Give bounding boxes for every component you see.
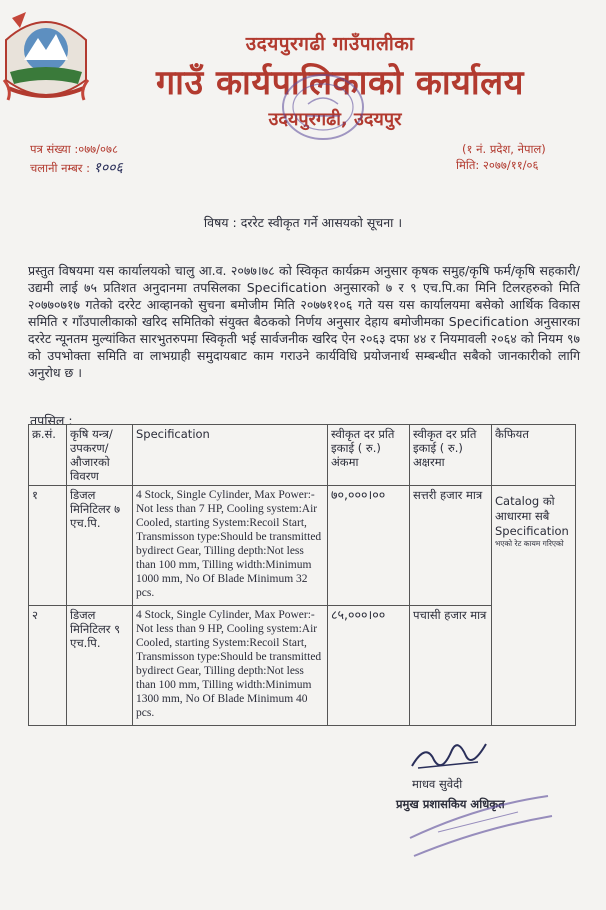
header-sn: क्र.सं. bbox=[29, 425, 67, 486]
remark-text: Catalog को आधारमा सबै Specification bbox=[495, 494, 569, 538]
letter-date-value: २०७७/११/०६ bbox=[482, 158, 539, 172]
signatory-title: प्रमुख प्रशासकिय अधिकृत bbox=[396, 797, 505, 811]
letter-date-label: मिति: bbox=[456, 158, 480, 172]
cell-spec: 4 Stock, Single Cylinder, Max Power:-Not less than 9 HP, Cooling system:Air Cooled, starting System:Recoil Start, Transmisson type:Should be transmitted bydirect Gear, Tilling depth:Not less than 100 mm, Tilling width:Minimum 1300 mm, No Of Blade Minimum 40 pcs. bbox=[133, 606, 328, 726]
cell-rate-words: पचासी हजार मात्र bbox=[410, 606, 492, 726]
header-remarks: कैफियत bbox=[492, 425, 576, 486]
signatory-name: माधव सुवेदी bbox=[412, 777, 463, 791]
table-header-row bbox=[29, 425, 576, 486]
office-seal-icon bbox=[278, 70, 368, 144]
letter-number-value: ०७७/०७८ bbox=[78, 142, 118, 156]
province-label: (१ नं. प्रदेश, नेपाल) bbox=[462, 142, 546, 156]
cell-sn: १ bbox=[29, 486, 67, 606]
header-item: कृषि यन्त्र/ उपकरण/ औजारको विवरण bbox=[67, 425, 133, 486]
cell-item: डिजल मिनिटिलर ९ एच.पि. bbox=[67, 606, 133, 726]
subject-line: विषय : दररेट स्वीकृत गर्ने आसयको सूचना । bbox=[203, 215, 403, 230]
office-name: गाउँ कार्यपालिकाको कार्यालय bbox=[156, 63, 524, 103]
header-rate-words: स्वीकृत दर प्रति इकाई ( रु.) अक्षरमा bbox=[410, 425, 492, 486]
details-label: तपसिल : bbox=[30, 413, 73, 428]
letter-number bbox=[30, 142, 118, 157]
letter-number-label: पत्र संख्या : bbox=[30, 142, 79, 156]
cell-rate-num: ८५,०००।०० bbox=[328, 606, 410, 726]
header-spec: Specification bbox=[133, 425, 328, 486]
municipality-name: उदयपुरगढी गाउँपालीका bbox=[245, 33, 415, 55]
nepal-emblem-icon bbox=[2, 10, 90, 106]
cell-sn: २ bbox=[29, 606, 67, 726]
official-stamp-icon bbox=[398, 786, 558, 866]
cell-remarks bbox=[492, 486, 576, 726]
letter-date bbox=[456, 158, 539, 173]
remark-note: भएको रेट कायम गरिएको bbox=[495, 539, 564, 548]
cell-item: डिजल मिनिटिलर ७ एच.पि. bbox=[67, 486, 133, 606]
cell-spec: 4 Stock, Single Cylinder, Max Power:-Not less than 7 HP, Cooling system:Air Cooled, starting System:Recoil Start, Transmisson type:Should be transmitted bydirect Gear, Tilling depth:Not less than 100 mm, Tilling width:Minimum 1000 mm, No Of Blade Minimum 32 pcs. bbox=[133, 486, 328, 606]
rate-table bbox=[28, 424, 576, 726]
cell-rate-num: ७०,०००।०० bbox=[328, 486, 410, 606]
header-rate-num: स्वीकृत दर प्रति इकाई ( रु.) अंकमा bbox=[328, 425, 410, 486]
body-paragraph: प्रस्तुत विषयमा यस कार्यालयको चालु आ.व. २०७७।७८ को स्विकृत कार्यक्रम अनुसार कृषक समुह/कृषि फर्म/कृषि सहकारी/उद्यमी लाई ७५ प्रतिशत अनुदानमा तपसिलका Specification अनुसारको ७ र ९ एच.पि.का मिनि टिलरहरुको मिति २०७७०७१७ गतेको दररेट आव्हानको सुचना बमोजीम मिति २०७७११०६ गते यस यस कार्यालयमा बसेको आर्थिक विकास समिति र गाँउपालीकाको खरिद समितिको संयुक्त बैठकको निर्णय अनुसार देहाय बमोजीमका Specification अनुसारका दररेट न्यूनतम मुल्यांकित सारभुतरुपमा स्विकृती भई सार्वजनीक खरिद ऐन २०६३ दफा ४४ र नियमावली २०६४ को नियम ९७ को उपभोक्ता समिति वा लाभग्राही समुदायबाट काम गराउने कार्यविधि प्रयोजनार्थ सम्बन्धीत सबैको जानकारीको लागि अनुरोध छ । bbox=[28, 263, 580, 380]
dispatch-number-value: १००६ bbox=[93, 160, 123, 176]
office-address: उदयपुरगढी, उदयपुर bbox=[268, 109, 402, 130]
signature-icon bbox=[408, 736, 494, 772]
table-row bbox=[29, 486, 576, 606]
cell-rate-words: सत्तरी हजार मात्र bbox=[410, 486, 492, 606]
dispatch-number bbox=[30, 158, 123, 177]
dispatch-number-label: चलानी नम्बर : bbox=[30, 161, 91, 175]
